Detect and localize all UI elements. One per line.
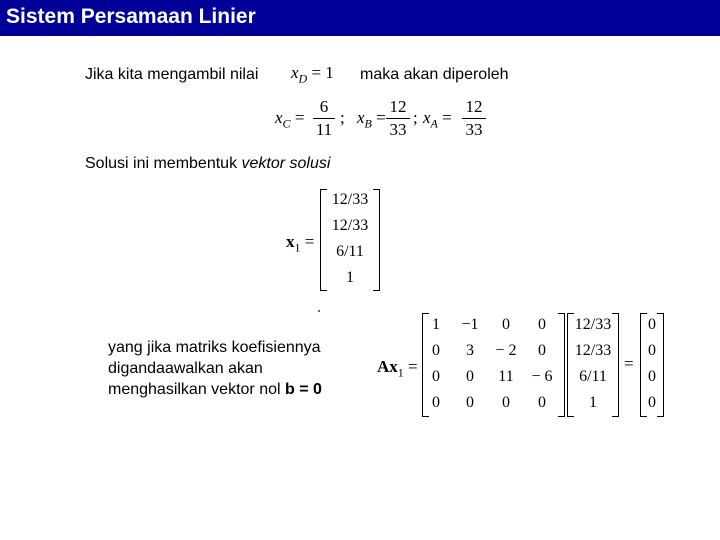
xc-den: 11 (315, 120, 333, 139)
matrix-cell: − 6 (531, 368, 553, 385)
xb-label: $x_B$ = (357, 108, 386, 131)
xd-eq: = 1 (311, 63, 334, 82)
matrix-cell: 1 (432, 316, 440, 333)
x1-sub: 1 (294, 240, 301, 255)
zero-vector (640, 313, 664, 417)
ax1-eq: = (408, 357, 418, 376)
line1-suffix: maka akan diperoleh (360, 66, 509, 83)
xc-label: $x_C$ = (275, 108, 305, 131)
result-eq: = (624, 354, 634, 373)
matrix-cell: 0 (538, 342, 546, 359)
ax1-name: Ax (377, 357, 398, 376)
vector-entry: 6/11 (579, 368, 607, 385)
matrix-cell: 3 (466, 342, 474, 359)
matrix-cell: 0 (538, 316, 546, 333)
xa-var: x (423, 108, 431, 127)
explanation-paragraph (108, 337, 322, 400)
slide-title: Sistem Persamaan Linier (6, 5, 256, 28)
vector-entry: 1 (589, 394, 597, 411)
xd-var: x (291, 63, 299, 82)
solution-vector (320, 189, 380, 291)
matrix-cell: 0 (466, 394, 474, 411)
xb-num: 12 (389, 97, 407, 116)
xa-num: 12 (465, 97, 483, 116)
vector-entry: 12/33 (331, 191, 369, 208)
para-line-2: digandaawalkan akan (108, 360, 263, 377)
stray-dot (318, 310, 320, 312)
xa-sub: A (430, 116, 438, 131)
title-bar (0, 0, 720, 36)
vector-entry: 1 (346, 269, 354, 286)
x1-label (286, 232, 314, 255)
zero-entry: 0 (648, 368, 656, 385)
vector-entry: 12/33 (331, 217, 369, 234)
xd-sub: D (298, 71, 308, 86)
xa-den: 33 (465, 120, 483, 139)
xa-fraction (462, 97, 486, 140)
xc-fraction (313, 97, 335, 140)
coefficient-matrix (422, 313, 565, 417)
xa-bar (462, 118, 486, 119)
vector-entry: 12/33 (574, 316, 612, 333)
para-line-1: yang jika matriks koefisiennya (108, 339, 321, 356)
xc-num: 6 (319, 97, 329, 116)
ax1-sub: 1 (397, 365, 404, 380)
matrix-cell: 0 (538, 394, 546, 411)
vector-entry: 12/33 (574, 342, 612, 359)
x1-eq: = (304, 232, 315, 251)
matrix-cell: 0 (502, 394, 510, 411)
xc-var: x (275, 108, 283, 127)
xb-den: 33 (389, 120, 407, 139)
para-bold: b = 0 (284, 381, 322, 398)
line2-italic: vektor solusi (241, 155, 331, 172)
vector-entry: 6/11 (336, 243, 364, 260)
para-line-3 (108, 379, 322, 400)
matrix-cell: 0 (432, 394, 440, 411)
right-bracket (558, 313, 565, 417)
ax1-label (377, 357, 418, 380)
matrix-cell: 0 (466, 368, 474, 385)
matrix-cell: 0 (432, 368, 440, 385)
zero-entry: 0 (648, 342, 656, 359)
xb-bar (386, 118, 410, 119)
zero-entry: 0 (648, 316, 656, 333)
matrix-cell: 0 (502, 316, 510, 333)
xc-sub: C (282, 116, 291, 131)
matrix-cell: 11 (498, 368, 514, 385)
xb-var: x (357, 108, 365, 127)
matrix-cell: −1 (461, 316, 479, 333)
para-line-3-text: menghasilkan vektor nol (108, 381, 285, 398)
matrix-cell: 0 (432, 342, 440, 359)
zero-entry: 0 (648, 394, 656, 411)
matrix-cell: − 2 (495, 342, 517, 359)
multiplied-vector (567, 313, 619, 417)
xc-bar (313, 118, 335, 119)
line1-prefix: Jika kita mengambil nilai (85, 66, 259, 83)
xa-label: $x_A$ = (423, 108, 452, 131)
sep-2: ; (413, 108, 418, 127)
line2-prefix: Solusi ini membentuk (85, 155, 242, 172)
x1-name: x (286, 232, 295, 251)
xd-expression (291, 63, 334, 86)
sep-1: ; (340, 108, 345, 127)
xb-fraction (386, 97, 410, 140)
line2 (85, 155, 330, 173)
xb-sub: B (364, 116, 372, 131)
